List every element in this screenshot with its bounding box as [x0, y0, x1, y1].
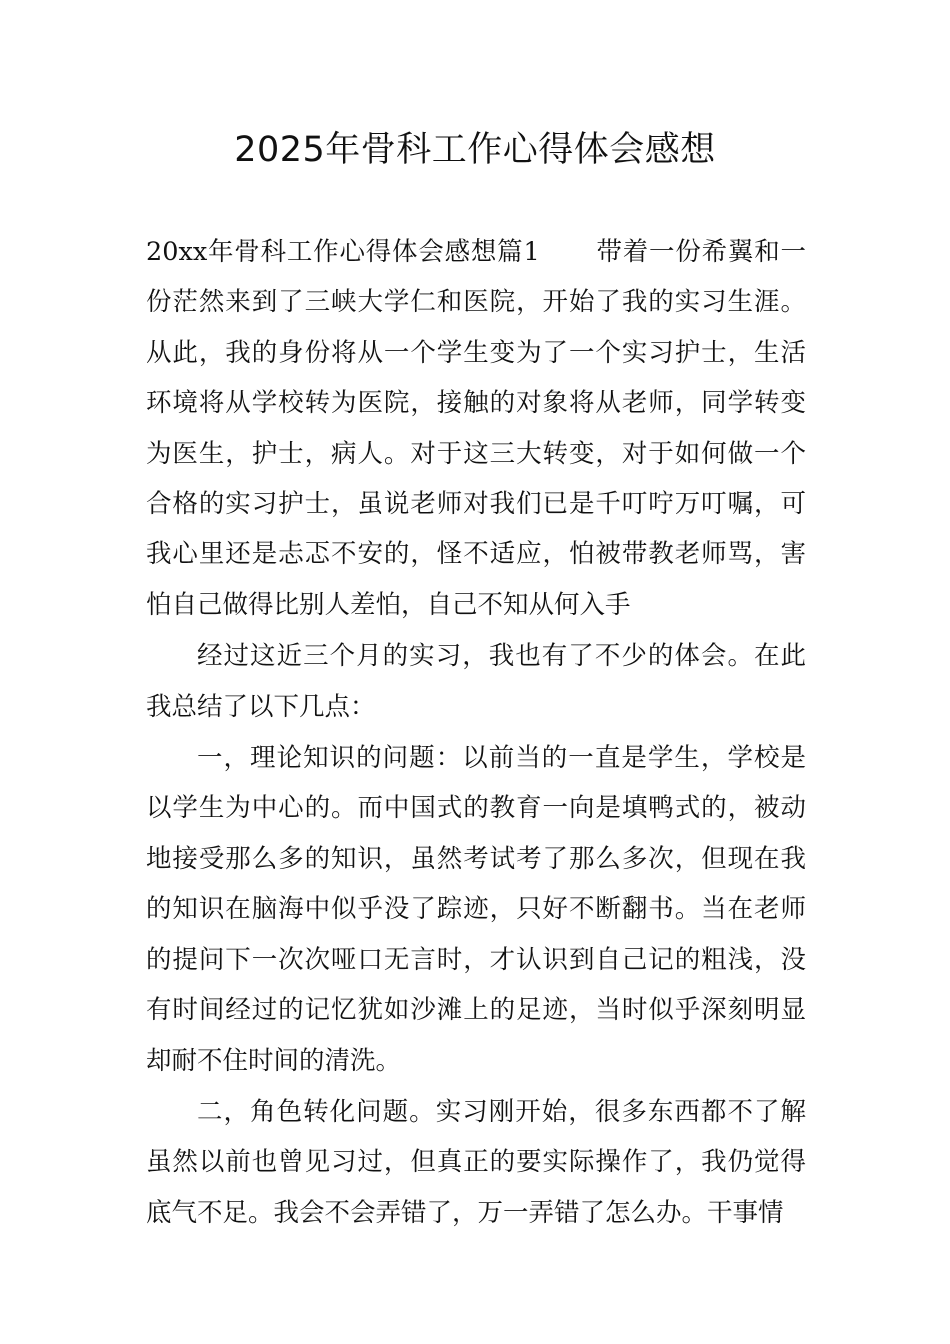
paragraph-text: 带着一份希翼和一份茫然来到了三峡大学仁和医院，开始了我的实习生涯。从此，我的身份将从一个学生变为了一个实习护士，生活环境将从学校转为医院，接触的对象将从老师，同学转变为医生，护士，病人。对于这三大转变，对于如何做一个合格的实习护士，虽说老师对我们已是千叮咛万叮嘱，可我心里还是忐忑不安的，怪不适应，怕被带教老师骂，害怕自己做得比别人差怕，自己不知从何入手 [146, 237, 806, 620]
document-body [146, 227, 806, 1238]
paragraph-intro [146, 227, 806, 630]
paragraph: 经过这近三个月的实习，我也有了不少的体会。在此我总结了以下几点： [146, 641, 806, 722]
paragraph: 一，理论知识的问题：以前当的一直是学生，学校是以学生为中心的。而中国式的教育一向是填鸭式的，被动地接受那么多的知识，虽然考试考了那么多次，但现在我的知识在脑海中似乎没了踪迹，只好不断翻书。当在老师的提问下一次次哑口无言时，才认识到自己记的粗浅，没有时间经过的记忆犹如沙滩上的足迹，当时似乎深刻明显却耐不住时间的清洗。 [146, 743, 806, 1076]
document-title: 2025年骨科工作心得体会感想 [234, 130, 716, 170]
paragraph: 二，角色转化问题。实习刚开始，很多东西都不了解虽然以前也曾见习过，但真正的要实际操作了，我仍觉得底气不足。我会不会弄错了，万一弄错了怎么办。干事情 [146, 1096, 806, 1228]
intro-heading: 20xx年骨科工作心得体会感想篇1 [146, 237, 540, 267]
